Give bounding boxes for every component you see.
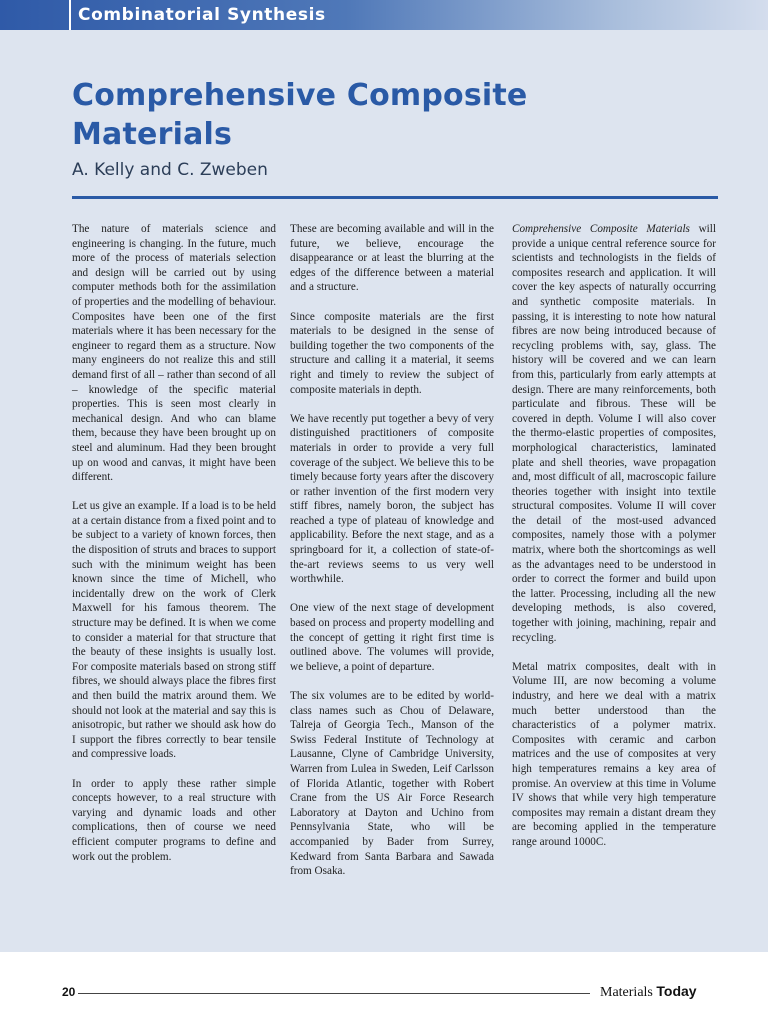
text-column-1 xyxy=(72,222,276,879)
lead-paragraph-text: will provide a unique central reference source for scientists and technologists in the fields of composites research and application. It will cover the key aspects of naturally occurring and synthetic composite materials. In passing, it is interesting to note how natural fibres are now being introduced because of recycling problems with, say, glass. The history will be covered and we can learn from this, particularly from early attempts at design. There are many reinforcements, both particulate and fibrous. These will be covered in depth. Volume I will also cover the thermo-elastic properties of composites, morphological characteristics, laminated plate and shell theories, wave propagation and, most difficult of all, macroscopic failure theories together with insight into textile structural composites. Volume II will cover the detail of the most-used advanced composites, namely those with a polymer matrix, where both the shortcomings as well as the advantages need to be understood in order to correct the former and build upon the latter. Processing, including all the new developing methods, is also covered, together with joining, machining, repair and recycling. xyxy=(512,223,716,644)
body-paragraph: Since composite materials are the first materials to be designed in the sense of building together the two components of the structure and calling it a material, it seems right and timely to review the subject of composite materials in depth. xyxy=(290,310,494,396)
article-authors: A. Kelly and C. Zweben xyxy=(72,160,268,180)
section-header-label: Combinatorial Synthesis xyxy=(78,5,326,25)
book-title-italic: Comprehensive Composite Materials xyxy=(512,223,690,235)
journal-name-regular: Materials xyxy=(600,985,653,1000)
body-paragraph: These are becoming available and will in the future, we believe, encourage the disappearance or at least the blurring at the edges of the difference between a material and a structure. xyxy=(290,223,494,294)
article-title: Comprehensive Composite Materials xyxy=(72,78,528,152)
body-paragraph: The nature of materials science and engineering is changing. In the future, much more of the process of materials selection and design will be carried out by using computer methods both for the assimilation of properties and the modelling of behaviour. Composites have been one of the first materials where it has been necessary for the engineer to regard them as a structure. Now many engineers do not realize this and still demand first of all – rather than second of all – knowledge of the specific material properties. This is seen most clearly in mechanical design. And who can blame them, because they have been brought up on steel and aluminum. Had they been brought up on wood and canvas, it might have been different. xyxy=(72,223,276,484)
section-header-divider xyxy=(69,0,71,30)
title-divider xyxy=(72,196,718,199)
body-paragraph: We have recently put together a bevy of very distinguished practitioners of composite materials in order to provide a very full coverage of the subject. We believe this to be timely because forty years after the discovery or rather invention of the first modern very stiff fibres, namely boron, the subject has reached a type of plateau of knowledge and applicability. Before the next stage, and as a springboard for it, a collection of state-of-the-art reviews seems to us very well worthwhile. xyxy=(290,412,494,586)
body-paragraph: Let us give an example. If a load is to be held at a certain distance from a fixed point and to be subject to a variety of known forces, then the disposition of struts and braces to support such with the minimum weight has been known since the time of Michell, who incidentally drew on the work of Clerk Maxwell for his famous theorem. The structure may be defined. It is when we come to consider a material for that structure that the beauty of these insights is usually lost. For composite materials based on strong stiff fibres, we should always place the fibres first and then build the matrix around them. We should not look at the material and say this is anisotropic, but rather we should ask how do I support the fibres correctly to bear tensile and compressive loads. xyxy=(72,500,276,761)
journal-name-bold: Today xyxy=(656,983,697,999)
body-paragraph: In order to apply these rather simple concepts however, to a real structure with varying and dynamic loads and other complications, then of course we need efficient computer programs to define and work out the problem. xyxy=(72,777,276,863)
body-paragraph: The six volumes are to be edited by world-class names such as Chou of Delaware, Talreja of Georgia Tech., Manson of the Swiss Federal Institute of Technology at Lausanne, Clyne of Cambridge University, Warren from Lulea in Sweden, Leif Carlsson of Florida Atlantic, together with Robert Crane from the US Air Force Research Laboratory at Dayton and Uchino from Pennsylvania State, who will be accompanied by Bader from Surrey, Kedward from Santa Barbara and Sawada from Osaka. xyxy=(290,690,494,878)
text-column-2 xyxy=(290,222,494,893)
footer-divider xyxy=(78,993,590,994)
text-column-3 xyxy=(512,222,716,864)
journal-name xyxy=(600,983,697,1001)
body-paragraph: One view of the next stage of development based on process and property modelling and the concept of getting it right first time is outlined above. The volumes will provide, we believe, a point of departure. xyxy=(290,602,494,673)
page-number: 20 xyxy=(62,985,76,999)
body-paragraph: Metal matrix composites, dealt with in Volume III, are now becoming a volume industry, and here we deal with a matrix much better understood than the characteristics of a polymer matrix. Composites with ceramic and carbon matrices and the use of composites at very high temperatures remains a key area of promise. An overview at this time in Volume IV shows that while very high temperature composites may remain a distant dream they are becoming applied in the temperature range around 1000C. xyxy=(512,660,716,848)
body-paragraph-lead xyxy=(512,222,716,645)
